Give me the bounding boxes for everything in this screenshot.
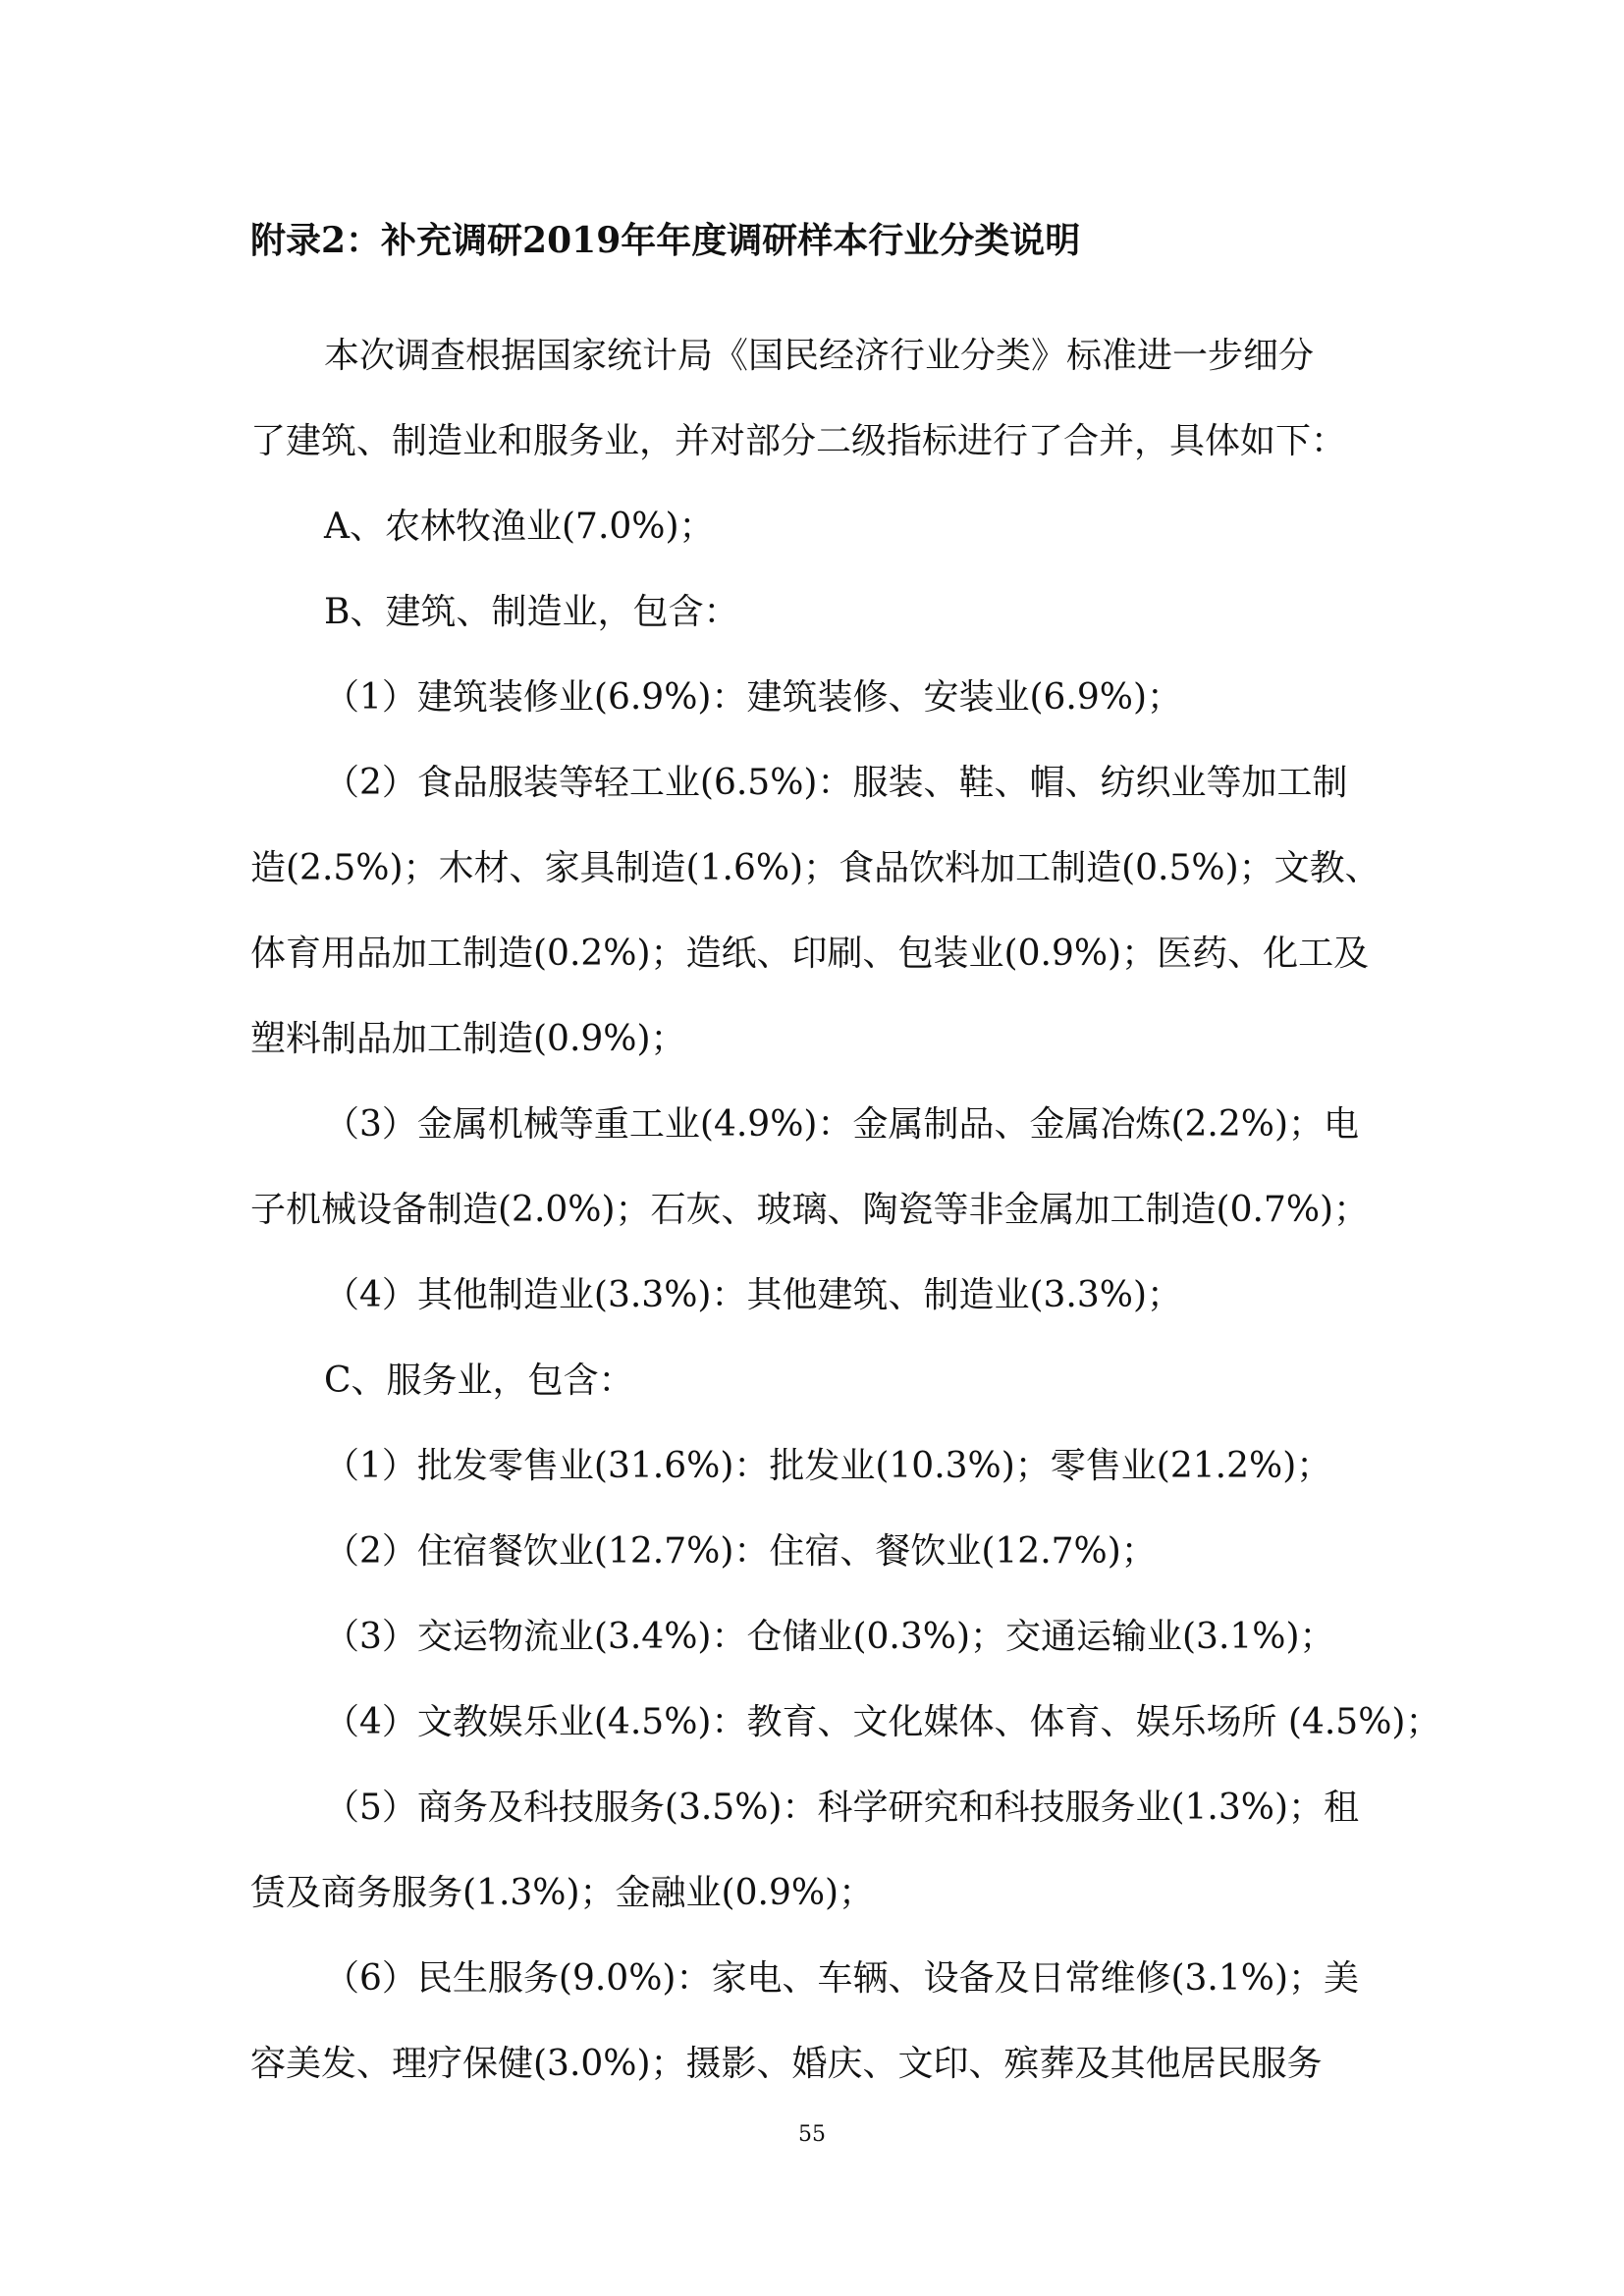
- subcategory-line: （1）批发零售业(31.6%)：批发业(10.3%)；零售业(21.2%)；: [324, 1446, 1332, 1486]
- subcategory-continuation-line: 容美发、理疗保健(3.0%)；摄影、婚庆、文印、殡葬及其他居民服务: [250, 2044, 1323, 2084]
- subcategory-continuation-line: 塑料制品加工制造(0.9%)；: [250, 1019, 686, 1059]
- appendix-heading: 附录2：补充调研2019年年度调研样本行业分类说明: [250, 220, 1081, 261]
- subcategory-line: （4）文教娱乐业(4.5%)：教育、文化媒体、体育、娱乐场所 (4.5%)；: [324, 1702, 1441, 1742]
- paragraph-line: 本次调查根据国家统计局《国民经济行业分类》标准进一步细分: [324, 336, 1315, 376]
- paragraph-line: 了建筑、制造业和服务业，并对部分二级指标进行了合并，具体如下：: [250, 421, 1347, 461]
- subcategory-continuation-line: 子机械设备制造(2.0%)；石灰、玻璃、陶瓷等非金属加工制造(0.7%)；: [250, 1190, 1370, 1230]
- subcategory-line: （4）其他制造业(3.3%)：其他建筑、制造业(3.3%)；: [324, 1275, 1183, 1315]
- subcategory-continuation-line: 造(2.5%)；木材、家具制造(1.6%)；食品饮料加工制造(0.5%)；文教、: [250, 848, 1380, 888]
- subcategory-line: （1）建筑装修业(6.9%)：建筑装修、安装业(6.9%)；: [324, 677, 1183, 718]
- subcategory-continuation-line: 赁及商务服务(1.3%)；金融业(0.9%)；: [250, 1873, 875, 1913]
- category-c-line: C、服务业，包含：: [324, 1361, 634, 1401]
- subcategory-line: （3）交运物流业(3.4%)：仓储业(0.3%)；交通运输业(3.1%)；: [324, 1617, 1335, 1657]
- page-number: 55: [798, 2122, 826, 2147]
- subcategory-line: （5）商务及科技服务(3.5%)：科学研究和科技服务业(1.3%)；租: [324, 1788, 1360, 1828]
- subcategory-line: （2）住宿餐饮业(12.7%)：住宿、餐饮业(12.7%)；: [324, 1531, 1157, 1572]
- subcategory-line: （3）金属机械等重工业(4.9%)：金属制品、金属冶炼(2.2%)；电: [324, 1104, 1360, 1145]
- subcategory-line: （2）食品服装等轻工业(6.5%)：服装、鞋、帽、纺织业等加工制: [324, 763, 1348, 803]
- subcategory-continuation-line: 体育用品加工制造(0.2%)；造纸、印刷、包装业(0.9%)；医药、化工及: [250, 934, 1370, 974]
- subcategory-line: （6）民生服务(9.0%)：家电、车辆、设备及日常维修(3.1%)；美: [324, 1958, 1360, 1999]
- category-a-line: A、农林牧渔业(7.0%)；: [324, 507, 715, 547]
- category-b-line: B、建筑、制造业，包含：: [324, 592, 739, 632]
